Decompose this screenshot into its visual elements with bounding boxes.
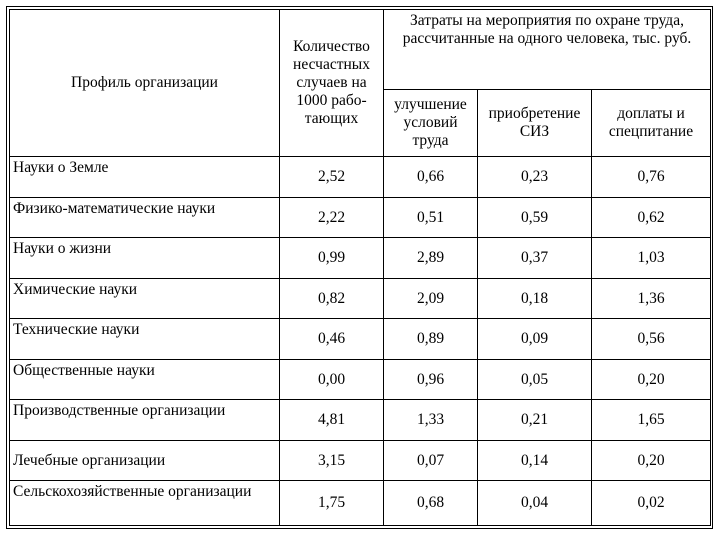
cell-working-conditions: 2,09 [384,279,478,319]
cell-accidents: 0,82 [280,279,384,319]
cell-allowances: 1,36 [592,279,711,319]
table-row [10,157,711,198]
cell-ppe: 0,14 [478,441,592,481]
row-label: Сельскохозяйственные организации [10,481,280,526]
cell-allowances: 0,56 [592,319,711,360]
header-ppe-purchase: приобретение СИЗ [478,90,592,157]
cell-ppe: 0,59 [478,198,592,238]
cell-allowances: 1,65 [592,400,711,441]
cell-accidents: 2,22 [280,198,384,238]
table-row [10,279,711,319]
cell-working-conditions: 0,66 [384,157,478,198]
cell-working-conditions: 0,07 [384,441,478,481]
cell-ppe: 0,37 [478,238,592,279]
cell-allowances: 0,62 [592,198,711,238]
row-label: Технические науки [10,319,280,360]
data-table [9,9,711,526]
table-row [10,198,711,238]
row-label: Общественные науки [10,360,280,400]
cell-ppe: 0,18 [478,279,592,319]
cell-allowances: 0,20 [592,441,711,481]
table-row [10,400,711,441]
cell-accidents: 0,46 [280,319,384,360]
cell-accidents: 0,00 [280,360,384,400]
header-row [10,10,711,90]
row-label: Лечебные организации [10,441,280,481]
row-label: Науки о жизни [10,238,280,279]
table-row [10,441,711,481]
cell-allowances: 0,76 [592,157,711,198]
header-allowances-meals: доплаты и спецпитание [592,90,711,157]
cell-accidents: 3,15 [280,441,384,481]
cell-working-conditions: 0,68 [384,481,478,526]
row-label: Физико-математические науки [10,198,280,238]
cell-working-conditions: 2,89 [384,238,478,279]
cell-allowances: 0,02 [592,481,711,526]
cell-accidents: 4,81 [280,400,384,441]
cell-accidents: 0,99 [280,238,384,279]
cell-ppe: 0,21 [478,400,592,441]
table-row [10,319,711,360]
cell-ppe: 0,05 [478,360,592,400]
cell-allowances: 0,20 [592,360,711,400]
cell-allowances: 1,03 [592,238,711,279]
cell-ppe: 0,23 [478,157,592,198]
cell-working-conditions: 0,96 [384,360,478,400]
cell-accidents: 2,52 [280,157,384,198]
header-working-conditions: улучшение условий труда [384,90,478,157]
cell-accidents: 1,75 [280,481,384,526]
cell-ppe: 0,09 [478,319,592,360]
row-label: Химические науки [10,279,280,319]
row-label: Науки о Земле [10,157,280,198]
table-row [10,360,711,400]
cell-working-conditions: 0,89 [384,319,478,360]
header-accident-count: Количество несчастных случаев на 1000 рабо-тающих [280,10,384,157]
cell-ppe: 0,04 [478,481,592,526]
header-profile: Профиль организации [10,10,280,157]
cell-working-conditions: 1,33 [384,400,478,441]
cell-working-conditions: 0,51 [384,198,478,238]
table-row [10,238,711,279]
row-label: Производственные организации [10,400,280,441]
table-row [10,481,711,526]
header-costs: Затраты на мероприятия по охране труда, рассчитанные на одного человека, тыс. руб. [384,10,711,90]
